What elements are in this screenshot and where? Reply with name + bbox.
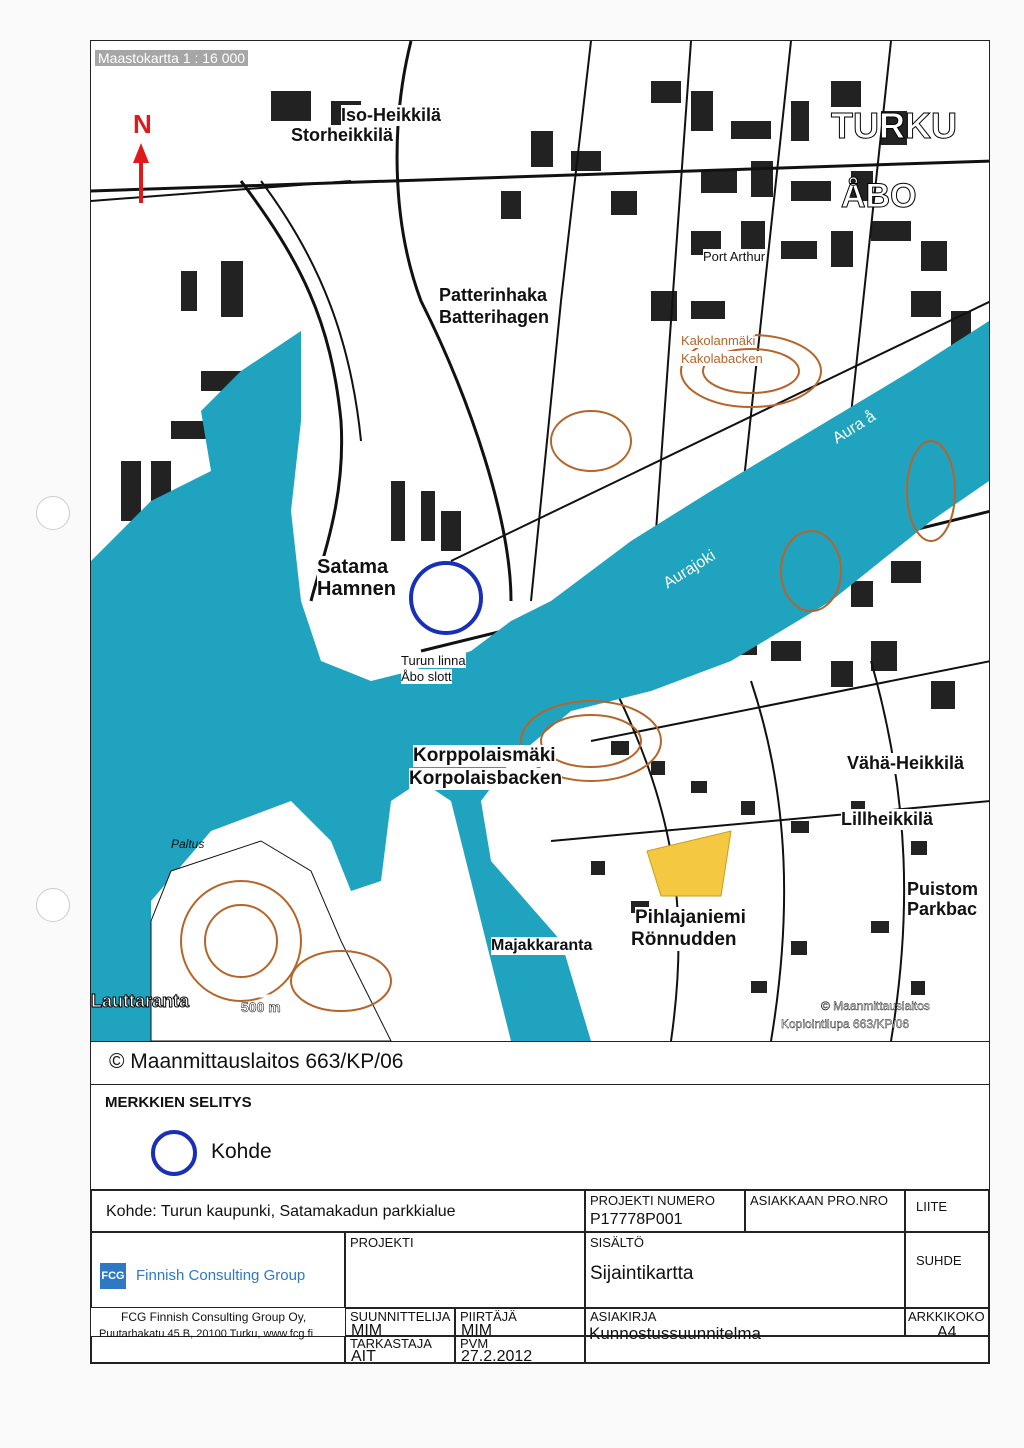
label-korppolaismaki: Korppolaismäki <box>413 745 556 766</box>
company-name: Finnish Consulting Group <box>136 1267 306 1284</box>
label-turun-linna: Turun linna <box>401 653 466 668</box>
scale-bar-label: 500 m <box>241 999 281 1015</box>
tb-suunnittelija: SUUNNITTELIJA <box>345 1308 455 1336</box>
label-korpolaisbacken: Korpolaisbacken <box>409 768 563 789</box>
tb-asiakkaan-pro: ASIAKKAAN PRO.NRO <box>745 1190 905 1232</box>
label-hamnen: Hamnen <box>317 578 396 600</box>
label-vaha-heikkila: Vähä-Heikkilä <box>847 753 965 773</box>
punch-hole-bottom <box>36 888 70 922</box>
map-corner-credit-2: Kopiointilupa 663/KP/06 <box>781 1017 910 1031</box>
label-aurajoki: Aurajoki <box>660 547 719 593</box>
drawing-sheet <box>90 40 990 1364</box>
location-map[interactable] <box>91 41 989 1041</box>
legend-title: MERKKIEN SELITYS <box>105 1094 252 1111</box>
title-block <box>91 1190 989 1363</box>
label-turku: TURKU <box>831 105 957 146</box>
tb-pvm: PVM <box>455 1336 585 1363</box>
tb-asiakirja: ASIAKIRJA <box>585 1308 905 1336</box>
tb-sisalto: SISÄLTÖ Sijaintikartta <box>585 1232 905 1308</box>
legend <box>91 1084 989 1190</box>
label-iso-heikkila: Iso-Heikkilä <box>341 105 442 125</box>
label-paltus: Paltus <box>171 837 205 851</box>
legend-item-label: Kohde <box>211 1140 272 1163</box>
label-parkbacken: Parkbac <box>907 899 978 919</box>
tb-projekti: PROJEKTI <box>345 1232 585 1308</box>
label-abo: ÅBO <box>841 177 917 215</box>
asiakirja-value: Kunnostussuunnitelma <box>589 1324 762 1343</box>
tb-kohde: Kohde: Turun kaupunki, Satamakadun parkkialue <box>91 1190 585 1232</box>
label-lillheikkila: Lillheikkilä <box>841 809 934 829</box>
address-line-1: FCG Finnish Consulting Group Oy, <box>121 1310 307 1324</box>
legend-circle-icon <box>151 1130 197 1176</box>
tb-empty <box>585 1336 989 1363</box>
label-storheikkila: Storheikkilä <box>291 125 394 145</box>
label-ronnudden: Rönnudden <box>631 929 737 950</box>
tb-company-logo <box>91 1232 345 1308</box>
label-lauttaranta: Lauttaranta <box>91 991 190 1011</box>
arkkikoko-value: A4 <box>937 1324 957 1341</box>
label-batterihagen: Batterihagen <box>439 307 550 327</box>
label-satama: Satama <box>317 556 389 578</box>
tb-piirtaja: PIIRTÄJÄ <box>455 1308 585 1336</box>
suunnittelija-value: MIM <box>351 1322 383 1339</box>
label-patterinhaka: Patterinhaka <box>439 285 548 305</box>
tb-address <box>91 1336 345 1363</box>
label-port-arthur: Port Arthur <box>703 249 766 264</box>
label-majakkaranta: Majakkaranta <box>491 937 593 954</box>
north-label: N <box>133 109 152 139</box>
address-line-2: Puutarhakatu 45 B, 20100 Turku, www.fcg.fi <box>99 1328 314 1340</box>
fcg-logo-icon: FCG <box>100 1263 126 1289</box>
label-kakolabacken: Kakolabacken <box>681 351 763 366</box>
label-aura-a: Aura å <box>829 407 879 448</box>
tb-tarkastaja: TARKASTAJA <box>345 1336 455 1363</box>
label-kakolanmaki: Kakolanmäki <box>681 333 756 348</box>
label-abo-slott: Åbo slott <box>401 669 452 684</box>
tb-arkkikoko: ARKKIKOKO <box>905 1308 989 1336</box>
tarkastaja-value: AIT <box>351 1348 376 1365</box>
tb-liite: LIITE <box>905 1190 989 1232</box>
label-pihlajaniemi: Pihlajaniemi <box>635 907 746 928</box>
pvm-value: 27.2.2012 <box>461 1348 533 1365</box>
copyright-strip <box>91 1041 989 1085</box>
punch-hole-top <box>36 496 70 530</box>
tb-projekti-numero: PROJEKTI NUMERO P17778P001 <box>585 1190 745 1232</box>
map-corner-credit-1: © Maanmittauslaitos <box>821 999 930 1013</box>
piirtaja-value: MIM <box>461 1322 493 1339</box>
tb-suhde: SUHDE <box>905 1232 989 1308</box>
copyright-text: © Maanmittauslaitos 663/KP/06 <box>109 1050 404 1073</box>
map-scale-label: Maastokartta 1 : 16 000 <box>95 50 248 66</box>
label-puistomaki: Puistom <box>907 879 979 899</box>
